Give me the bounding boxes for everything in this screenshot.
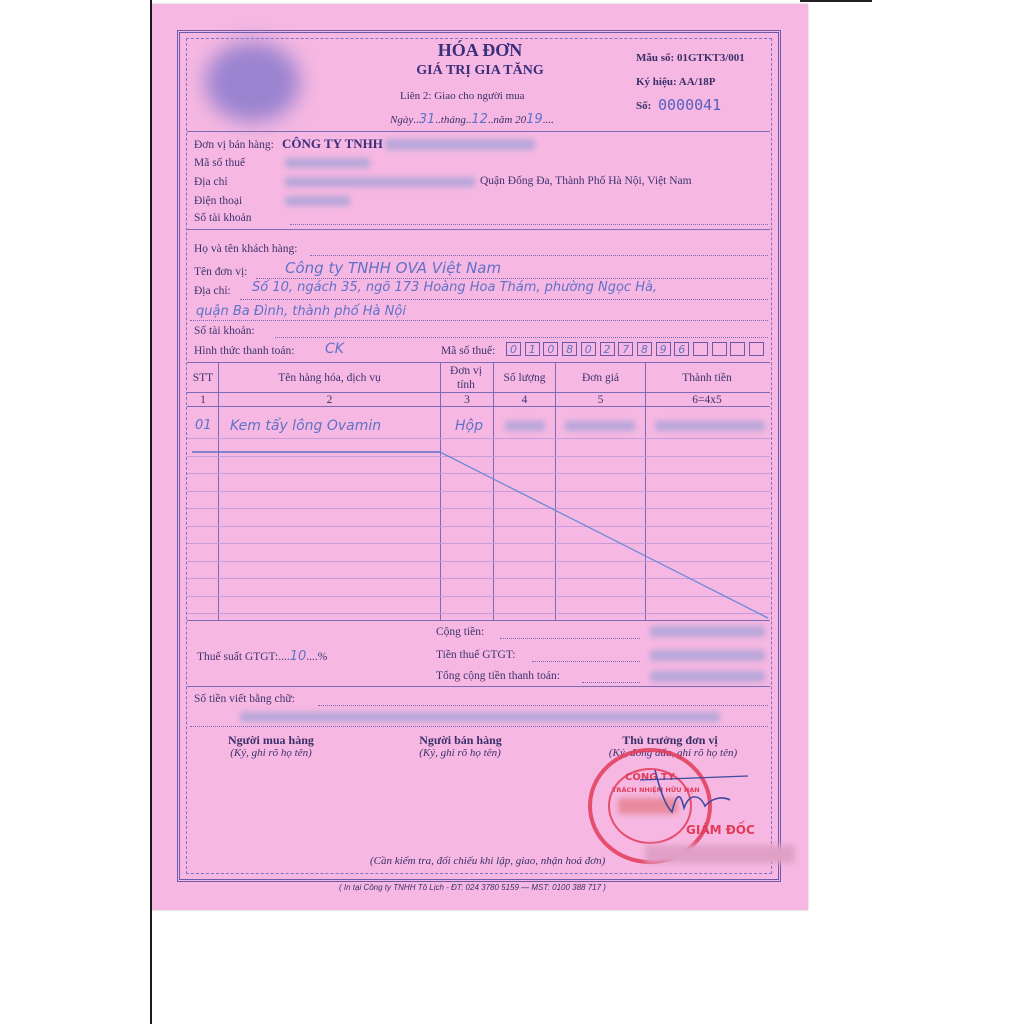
colnum-4: 4 <box>521 394 528 406</box>
buyer-unit-label: Tên đơn vị: <box>194 266 248 278</box>
total-label: Tổng cộng tiền thanh toán: <box>436 670 560 682</box>
vat-rate-suffix: % <box>317 651 328 663</box>
row-stt: 01 <box>195 418 212 433</box>
buyer-address-line1: Số 10, ngách 35, ngõ 173 Hoàng Hoa Thám, phường Ngọc Hà, <box>252 280 658 295</box>
th-unit: Đơn vị tính <box>450 365 482 391</box>
invoice-number: 0000041 <box>658 96 722 114</box>
buyer-sign-note: (Ký, ghi rõ họ tên) <box>230 747 312 759</box>
vat-rate-label: Thuế suất GTGT:....10....% <box>197 649 328 664</box>
stamp-type: TRÁCH NHIỆM HỮU HẠN <box>612 786 700 794</box>
check-note: (Cần kiểm tra, đối chiếu khi lập, giao, nhận hoá đơn) <box>370 855 606 867</box>
row-name: Kem tẩy lông Ovamin <box>230 418 382 434</box>
date-month-label: tháng <box>440 114 466 126</box>
buyer-name-label: Họ và tên khách hàng: <box>194 243 298 255</box>
invoice-date: Ngày..31..tháng..12..năm 2019.... <box>390 112 554 127</box>
buyer-tax-digit-box: 2 <box>600 342 615 356</box>
director-sign-note: (Ký, đóng dấu, ghi rõ họ tên) <box>608 747 738 759</box>
buyer-tax-digit-box: 7 <box>618 342 633 356</box>
buyer-address-label: Địa chỉ: <box>194 285 231 297</box>
buyer-account-label: Số tài khoản: <box>194 325 255 337</box>
th-unit-price: Đơn giá <box>581 372 620 384</box>
buyer-tax-digit-box: 6 <box>674 342 689 356</box>
seller-unit-label: Đơn vị bán hàng: <box>194 139 274 151</box>
invoice-number-label: Số: <box>636 100 652 112</box>
seller-sign-title: Người bán hàng <box>419 733 502 747</box>
date-day: 31 <box>418 112 436 127</box>
buyer-tax-digit-box: 9 <box>656 342 671 356</box>
th-stt: STT <box>192 372 214 384</box>
seller-account-label: Số tài khoản <box>194 212 252 224</box>
vat-amount-label: Tiền thuế GTGT: <box>436 649 516 661</box>
colnum-2: 2 <box>326 394 333 406</box>
date-year-label: năm 20 <box>493 114 527 126</box>
amount-words-label: Số tiền viết bằng chữ: <box>194 693 295 705</box>
buyer-tax-digit-box: 0 <box>581 342 596 356</box>
th-amount: Thành tiền <box>682 372 732 384</box>
th-name: Tên hàng hóa, dịch vụ <box>278 372 381 384</box>
date-day-label: Ngày <box>390 114 414 126</box>
subtotal-label: Cộng tiền: <box>436 626 485 638</box>
buyer-tax-digit-box: 8 <box>562 342 577 356</box>
row-unit: Hộp <box>455 418 483 434</box>
date-month: 12 <box>471 112 488 127</box>
director-name-redacted <box>645 845 795 863</box>
seller-address-value: Quận Đống Đa, Thành Phố Hà Nội, Việt Nam <box>480 175 692 187</box>
director-sign-title: Thủ trưởng đơn vị <box>622 733 718 747</box>
th-quantity: Số lượng <box>503 372 546 384</box>
seller-sign-note: (Ký, ghi rõ họ tên) <box>419 747 501 759</box>
colnum-5: 5 <box>597 394 604 406</box>
form-number: Mẫu số: 01GTKT3/001 <box>636 52 745 64</box>
buyer-tax-digit-box: 8 <box>637 342 652 356</box>
buyer-tax-digit-box: 0 <box>543 342 558 356</box>
payment-method-label: Hình thức thanh toán: <box>194 345 295 357</box>
buyer-tax-digit-box: 1 <box>525 342 540 356</box>
invoice-title: HÓA ĐƠN <box>437 40 523 60</box>
director-role: GIÁM ĐỐC <box>686 823 755 837</box>
vat-rate-label-text: Thuế suất GTGT: <box>197 651 279 663</box>
buyer-address-line2: quận Ba Đình, thành phố Hà Nội <box>196 304 406 319</box>
date-year: 19 <box>526 112 543 127</box>
seller-tax-label: Mã số thuế <box>194 157 246 169</box>
printer-note: ( In tại Công ty TNHH Tô Lịch - ĐT: 024 3780 5159 — MST: 0100 388 717 ) <box>339 883 606 892</box>
invoice-symbol: Ký hiệu: AA/18P <box>636 76 716 88</box>
payment-method-value: CK <box>325 341 344 357</box>
colnum-3: 3 <box>464 394 470 406</box>
buyer-tax-label: Mã số thuế: <box>441 345 496 357</box>
buyer-tax-digit-box: 0 <box>506 342 521 356</box>
buyer-sign-title: Người mua hàng <box>228 733 314 747</box>
seller-address-label: Địa chỉ <box>194 176 228 188</box>
buyer-unit-value: Công ty TNHH OVA Việt Nam <box>285 259 502 277</box>
signature-stroke <box>655 770 730 812</box>
seller-phone-label: Điện thoại <box>194 195 243 207</box>
vat-rate-value: 10 <box>289 649 307 664</box>
colnum-6: 6=4x5 <box>692 394 722 406</box>
stamp-company: CÔNG TY <box>625 772 675 783</box>
copy-note: Liên 2: Giao cho người mua <box>400 90 525 102</box>
seller-unit-value: CÔNG TY TNHH <box>282 136 383 151</box>
colnum-1: 1 <box>200 394 206 406</box>
invoice-subtitle: GIÁ TRỊ GIA TĂNG <box>416 63 544 78</box>
